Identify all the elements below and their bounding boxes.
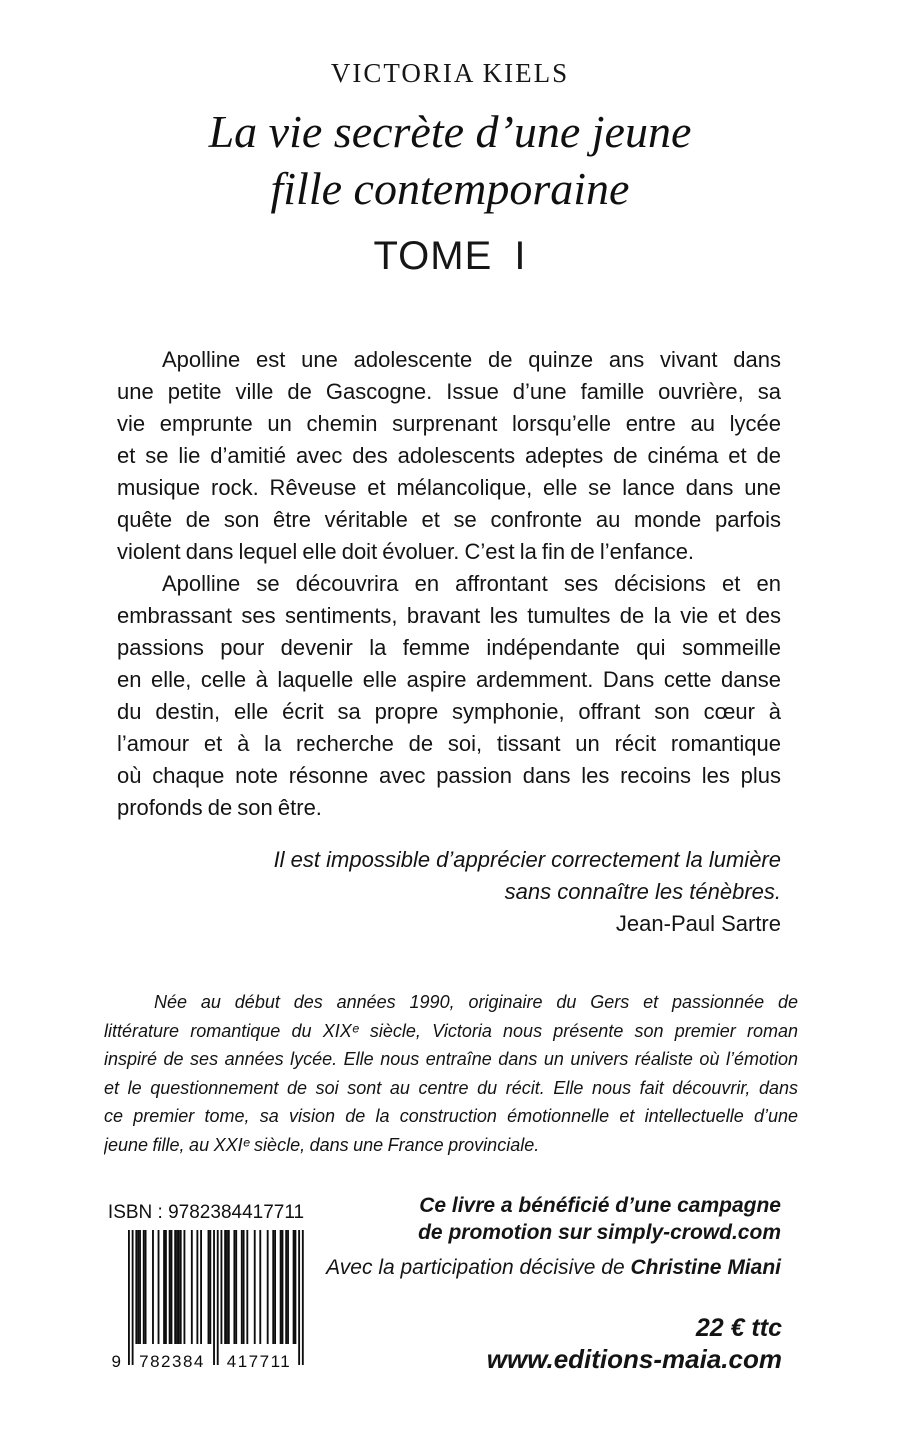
quote-line2: sans connaître les ténèbres. bbox=[504, 879, 781, 904]
synopsis-p2-line: du destin, elle écrit sa propre symphonie, offrant son cœur à bbox=[117, 699, 781, 724]
book-title bbox=[0, 103, 900, 217]
participation-name: Christine Miani bbox=[630, 1256, 781, 1279]
synopsis-p1-line: quête de son être véritable et se confronte au monde parfois bbox=[117, 507, 781, 532]
ean13-barcode bbox=[106, 1230, 306, 1370]
epigraph-quote bbox=[274, 844, 781, 940]
bio-line: jeune fille, au XXIᵉ siècle, dans une France provinciale. bbox=[104, 1134, 540, 1155]
price: 22 € ttc bbox=[695, 1314, 782, 1342]
author-name: VICTORIA KIELS bbox=[330, 58, 570, 88]
synopsis-p2-line: Apolline se découvrira en affrontant ses décisions et en bbox=[162, 571, 781, 596]
synopsis-p1-line: et se lie d’amitié avec des adolescents adeptes de cinéma et de bbox=[117, 443, 781, 468]
isbn-label: ISBN : 9782384417711 bbox=[107, 1202, 305, 1223]
synopsis-p2-line: embrassant ses sentiments, bravant les tumultes de la vie et des bbox=[117, 603, 781, 628]
tome-number: TOME I bbox=[373, 234, 527, 278]
publisher-website: www.editions-maia.com bbox=[486, 1344, 782, 1374]
synopsis-p2-line: en elle, celle à laquelle elle aspire ardemment. Dans cette danse bbox=[117, 667, 781, 692]
synopsis-p1-line: vie emprunte un chemin surprenant lorsqu’elle entre au lycée bbox=[117, 411, 781, 436]
author-bio bbox=[104, 988, 798, 1159]
promo-note bbox=[418, 1192, 781, 1246]
barcode-digit-left: 9 bbox=[111, 1352, 123, 1370]
quote-attribution: Jean-Paul Sartre bbox=[615, 911, 781, 936]
synopsis-p1-line: Apolline est une adolescente de quinze ans vivant dans bbox=[162, 347, 781, 372]
bio-line: ce premier tome, sa vision de la construction émotionnelle et intellectuelle d’une bbox=[104, 1106, 798, 1126]
synopsis-p1-line: violent dans lequel elle doit évoluer. C’est la fin de l’enfance. bbox=[117, 539, 695, 564]
bio-line: littérature romantique du XIXᵉ siècle, Victoria nous présente son premier roman bbox=[104, 1020, 798, 1041]
promo-line1: Ce livre a bénéficié d’une campagne bbox=[419, 1194, 781, 1217]
book-title-line1: La vie secrète d’une jeune bbox=[208, 106, 692, 157]
synopsis-p2-line: où chaque note résonne avec passion dans les recoins les plus bbox=[117, 763, 781, 788]
synopsis-p2-line: passions pour devenir la femme indépendante qui sommeille bbox=[117, 635, 781, 660]
participation-note bbox=[326, 1256, 781, 1280]
bio-line: inspiré de ses années lycée. Elle nous entraîne dans un univers réaliste où l’émotion bbox=[104, 1049, 798, 1069]
bio-line: Née au début des années 1990, originaire du Gers et passionnée de bbox=[154, 992, 798, 1012]
promo-line2: de promotion sur simply-crowd.com bbox=[418, 1221, 781, 1244]
quote-line1: Il est impossible d’apprécier correctement la lumière bbox=[273, 847, 781, 872]
barcode-digits-group2: 417711 bbox=[226, 1352, 292, 1370]
synopsis-p2-line: l’amour et à la recherche de soi, tissant un récit romantique bbox=[117, 731, 781, 756]
synopsis-p2-line: profonds de son être. bbox=[117, 795, 322, 820]
synopsis-p1-line: une petite ville de Gascogne. Issue d’une famille ouvrière, sa bbox=[117, 379, 781, 404]
barcode-digits-group1: 782384 bbox=[139, 1352, 205, 1370]
barcode-bars bbox=[128, 1230, 304, 1365]
synopsis-p1-line: musique rock. Rêveuse et mélancolique, elle se lance dans une bbox=[117, 475, 781, 500]
participation-prefix: Avec la participation décisive de bbox=[326, 1256, 631, 1279]
bio-line: et le questionnement de soi sont au centre du récit. Elle nous fait découvrir, dans bbox=[104, 1077, 798, 1098]
synopsis bbox=[117, 344, 781, 824]
book-title-line2: fille contemporaine bbox=[270, 163, 630, 214]
